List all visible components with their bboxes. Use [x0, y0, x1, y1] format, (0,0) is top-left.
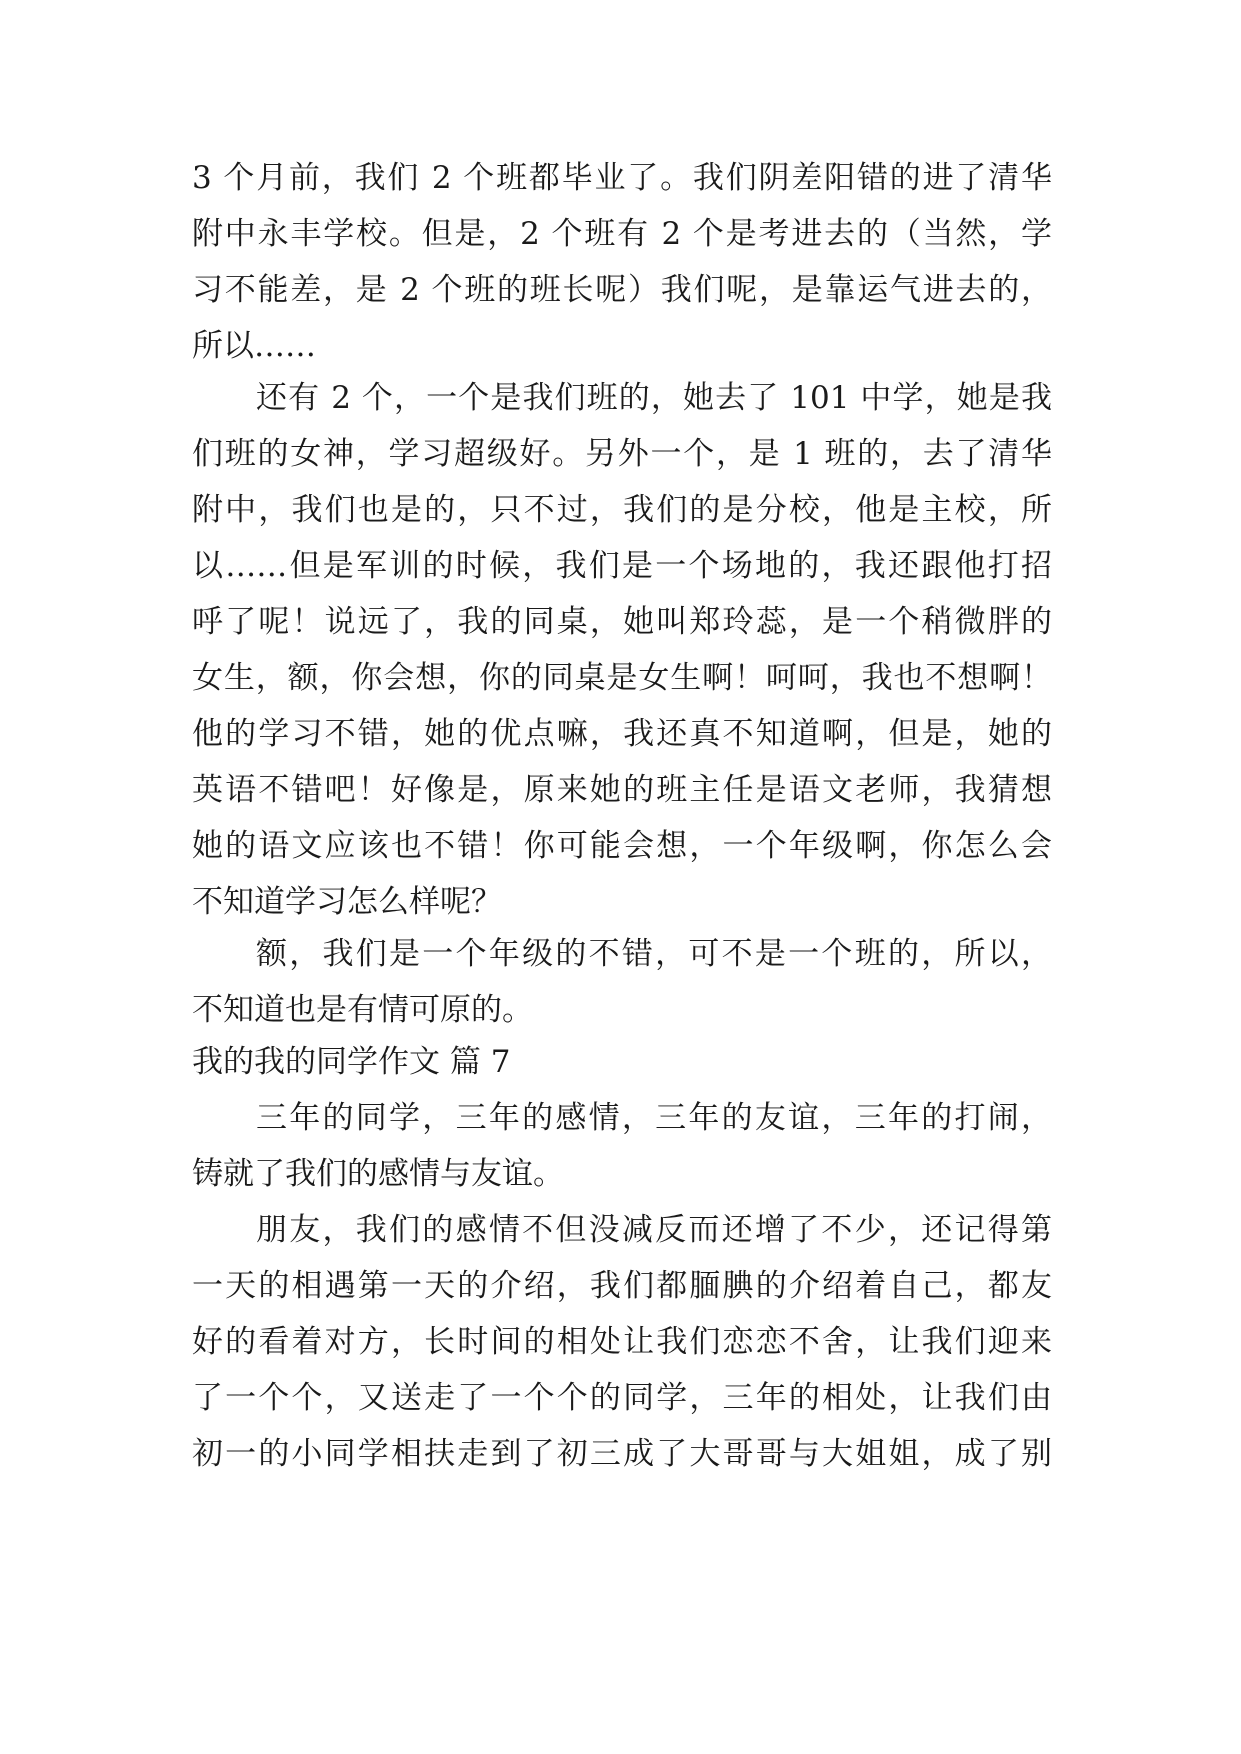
- text-line: 女生，额，你会想，你的同桌是女生啊！呵呵，我也不想啊！: [192, 660, 1052, 696]
- text-line: 呼了呢！说远了，我的同桌，她叫郑玲蕊，是一个稍微胖的: [192, 604, 1052, 640]
- text-line: 所以……: [192, 328, 316, 364]
- text-line: 初一的小同学相扶走到了初三成了大哥哥与大姐姐，成了别: [192, 1436, 1052, 1472]
- section-heading: 我的我的同学作文 篇 7: [192, 1044, 511, 1080]
- text-line: 3 个月前，我们 2 个班都毕业了。我们阴差阳错的进了清华: [192, 160, 1052, 196]
- text-line: 不知道也是有情可原的。: [192, 992, 533, 1028]
- text-line: 附中，我们也是的，只不过，我们的是分校，他是主校，所: [192, 492, 1052, 528]
- text-line: 以……但是军训的时候，我们是一个场地的，我还跟他打招: [192, 548, 1052, 584]
- text-line: 们班的女神，学习超级好。另外一个，是 1 班的，去了清华: [192, 436, 1052, 472]
- text-line: 习不能差，是 2 个班的班长呢）我们呢，是靠运气进去的，: [192, 272, 1052, 308]
- text-line: 好的看着对方，长时间的相处让我们恋恋不舍，让我们迎来: [192, 1324, 1052, 1360]
- text-line: 附中永丰学校。但是，2 个班有 2 个是考进去的（当然，学: [192, 216, 1052, 252]
- text-line: 不知道学习怎么样呢？: [192, 884, 502, 920]
- text-line: 他的学习不错，她的优点嘛，我还真不知道啊，但是，她的: [192, 716, 1052, 752]
- text-line: 还有 2 个，一个是我们班的，她去了 101 中学，她是我: [256, 380, 1052, 416]
- text-line: 朋友，我们的感情不但没减反而还增了不少，还记得第: [256, 1212, 1052, 1248]
- text-line: 了一个个，又送走了一个个的同学，三年的相处，让我们由: [192, 1380, 1052, 1416]
- text-line: 英语不错吧！好像是，原来她的班主任是语文老师，我猜想: [192, 772, 1052, 808]
- text-line: 铸就了我们的感情与友谊。: [192, 1156, 564, 1192]
- text-line: 她的语文应该也不错！你可能会想，一个年级啊，你怎么会: [192, 828, 1052, 864]
- text-line: 一天的相遇第一天的介绍，我们都腼腆的介绍着自己，都友: [192, 1268, 1052, 1304]
- text-line: 额，我们是一个年级的不错，可不是一个班的，所以，: [256, 936, 1052, 972]
- text-line: 三年的同学，三年的感情，三年的友谊，三年的打闹，: [256, 1100, 1052, 1136]
